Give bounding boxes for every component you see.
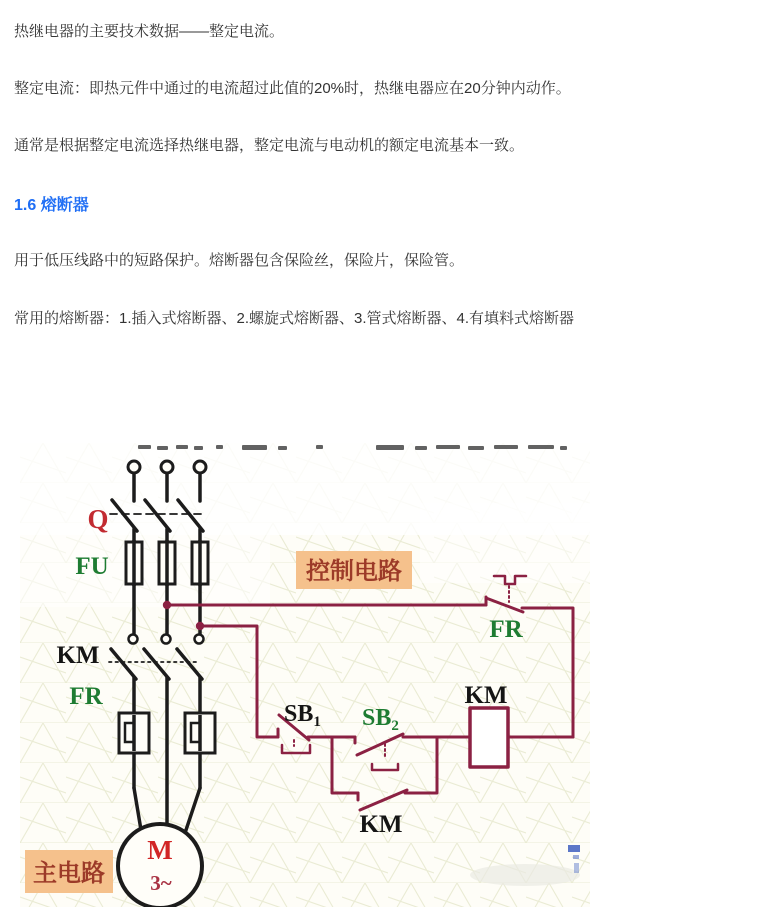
paragraph-fuse-purpose: 用于低压线路中的短路保护。熔断器包含保险丝，保险片，保险管。 [14,252,465,269]
motor [118,824,202,907]
fu-fuses [126,540,208,586]
circuit-diagram-image[interactable] [20,443,590,907]
sb2-label: $SB_2$ [362,705,399,734]
section-heading-fuse: 1.6 熔断器 [14,197,89,214]
power-terminals [128,461,206,473]
paragraph-selection: 通常是根据整定电流选择热继电器，整定电流与电动机的额定电流基本一致。 [14,137,525,154]
paragraph-tech-data: 热继电器的主要技术数据——整定电流。 [14,23,285,40]
junction-dot [163,601,171,609]
sb1-label: $SB_1$ [284,701,321,730]
motor-control-circuit-svg [20,443,590,907]
q-label: Q [87,504,109,534]
main-circuit-caption: 主电路 [33,860,105,887]
junction-dot [196,622,204,630]
fr-main-label: FR [69,683,103,710]
control-circuit-caption: 控制电路 [306,558,402,585]
motor-phase-label: 3~ [150,871,172,895]
km-main-label: KM [56,642,100,669]
fr-control-label: FR [489,616,523,643]
paragraph-fuse-types: 常用的熔断器：1.插入式熔断器、2.螺旋式熔断器、3.管式熔断器、4.有填料式熔断器 [14,310,575,327]
motor-m-label: M [147,835,173,865]
km-coil-label: KM [464,682,508,709]
km-coil [470,708,508,767]
paragraph-setting-current: 整定电流：即热元件中通过的电流超过此值的20%时，热继电器应在20分钟内动作。 [14,80,571,97]
fu-label: FU [75,553,109,580]
km-aux-label: KM [359,811,403,838]
